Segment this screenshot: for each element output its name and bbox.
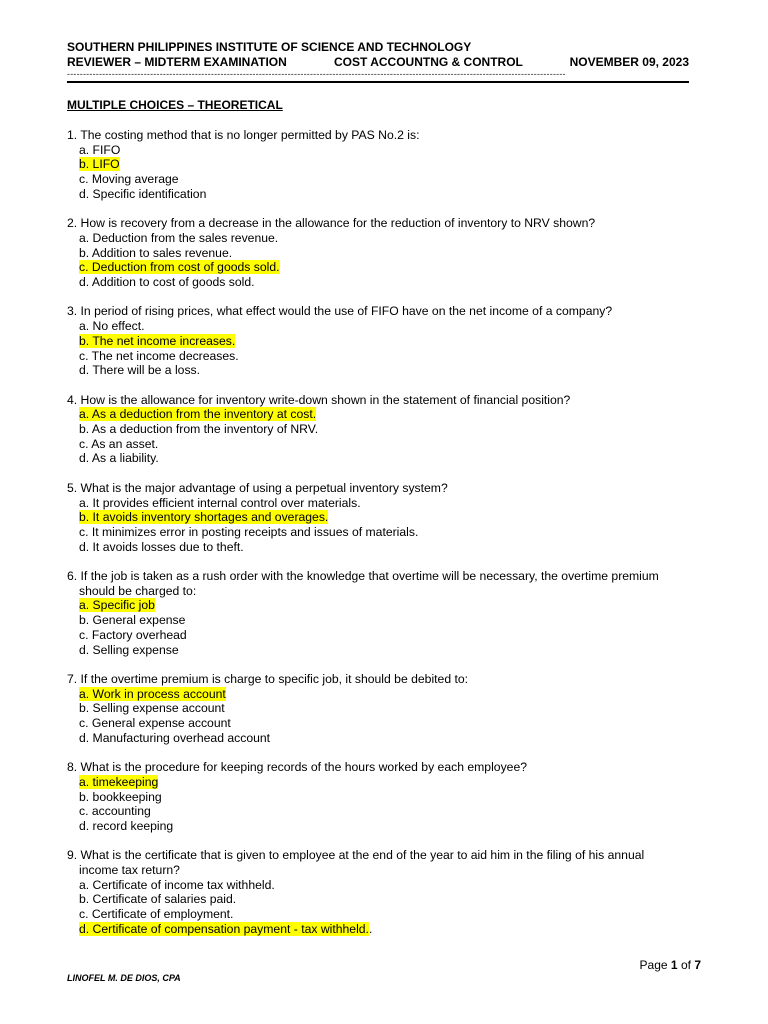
answer-option — [67, 525, 701, 540]
question-item — [67, 128, 701, 202]
answer-option — [67, 731, 701, 746]
answer-option — [67, 319, 701, 334]
option-text: c. As an asset. — [79, 436, 159, 451]
question-text — [67, 481, 701, 496]
option-text: c. Moving average — [79, 172, 179, 187]
question-text — [67, 128, 701, 143]
option-text: d. record keeping — [79, 818, 174, 833]
answer-option — [67, 275, 701, 290]
option-text: b. General expense — [79, 613, 186, 628]
option-text: a. Specific job — [79, 598, 155, 613]
question-item — [67, 760, 701, 834]
option-text: b. Addition to sales revenue. — [79, 245, 233, 260]
answer-option-correct — [67, 510, 701, 525]
option-text: b. LIFO — [79, 157, 120, 172]
question-item — [67, 569, 701, 657]
option-text: d. Specific identification — [79, 186, 207, 201]
option-text: c. accounting — [79, 804, 151, 819]
answer-option — [67, 878, 701, 893]
answer-option-correct — [67, 775, 701, 790]
option-text: c. The net income decreases. — [79, 348, 239, 363]
question-stem: 6. If the job is taken as a rush order with the knowledge that overtime will be necessary, the overtime premium — [67, 569, 659, 584]
answer-option — [67, 628, 701, 643]
answer-option — [67, 804, 701, 819]
answer-option — [67, 187, 701, 202]
answer-option-correct — [67, 922, 701, 937]
answer-option-correct — [67, 334, 701, 349]
answer-option — [67, 437, 701, 452]
question-item — [67, 216, 701, 290]
answer-option — [67, 172, 701, 187]
question-item — [67, 393, 701, 467]
answer-option — [67, 613, 701, 628]
question-stem: 9. What is the certificate that is given to employee at the end of the year to aid him in the filing of his annual — [67, 848, 645, 863]
dashed-separator: ------------------------------------------------------------------------------------------------------------------------------------------------------------ — [67, 70, 566, 78]
exam-header-row — [67, 55, 689, 70]
option-text: d. There will be a loss. — [79, 363, 201, 378]
answer-option — [67, 363, 701, 378]
answer-option — [67, 790, 701, 805]
answer-option — [67, 701, 701, 716]
question-text — [67, 304, 701, 319]
answer-option-correct — [67, 407, 701, 422]
answer-option — [67, 496, 701, 511]
header-rule — [67, 81, 689, 83]
option-text: c. Deduction from cost of goods sold. — [79, 260, 280, 275]
page-current: 1 — [670, 958, 678, 972]
option-text: d. Certificate of compensation payment - tax withheld. — [79, 921, 369, 936]
question-item — [67, 672, 701, 746]
option-text: a. As a deduction from the inventory at cost. — [79, 407, 317, 422]
option-text: c. Certificate of employment. — [79, 907, 234, 922]
exam-date: NOVEMBER 09, 2023 — [569, 55, 689, 69]
question-item — [67, 304, 701, 378]
answer-option — [67, 819, 701, 834]
answer-option-correct — [67, 157, 701, 172]
option-text: b. Selling expense account — [79, 701, 225, 716]
option-text: a. Work in process account — [79, 686, 226, 701]
option-suffix: . — [368, 921, 373, 936]
answer-option-correct — [67, 260, 701, 275]
option-text: a. No effect. — [79, 319, 145, 334]
question-text — [67, 672, 701, 687]
answer-option — [67, 246, 701, 261]
option-text: d. It avoids losses due to theft. — [79, 539, 244, 554]
question-item — [67, 848, 701, 936]
question-stem: 4. How is the allowance for inventory write-down shown in the statement of financial position? — [67, 392, 571, 407]
question-stem: 7. If the overtime premium is charge to specific job, it should be debited to: — [67, 671, 469, 686]
question-stem: 5. What is the major advantage of using a perpetual inventory system? — [67, 480, 448, 495]
question-item — [67, 481, 701, 555]
option-text: a. Certificate of income tax withheld. — [79, 877, 275, 892]
answer-option — [67, 231, 701, 246]
question-text — [67, 216, 701, 231]
page-total: 7 — [694, 958, 701, 972]
page-number — [640, 958, 701, 972]
answer-option — [67, 540, 701, 555]
question-text — [67, 760, 701, 775]
option-text: c. Factory overhead — [79, 627, 187, 642]
option-text: b. Certificate of salaries paid. — [79, 892, 237, 907]
question-stem: 3. In period of rising prices, what effect would the use of FIFO have on the net income of a company? — [67, 304, 613, 319]
option-text: a. FIFO — [79, 142, 121, 157]
subject-title: COST ACCOUNTNG & CONTROL — [334, 55, 523, 69]
answer-option — [67, 422, 701, 437]
exam-title: REVIEWER – MIDTERM EXAMINATION — [67, 55, 287, 69]
page-of: of — [680, 958, 691, 972]
answer-option — [67, 349, 701, 364]
option-text: a. timekeeping — [79, 774, 159, 789]
option-text: b. It avoids inventory shortages and overages. — [79, 510, 329, 525]
question-stem: 8. What is the procedure for keeping records of the hours worked by each employee? — [67, 760, 527, 775]
option-text: a. Deduction from the sales revenue. — [79, 230, 279, 245]
option-text: a. It provides efficient internal control over materials. — [79, 495, 361, 510]
option-text: b. The net income increases. — [79, 333, 236, 348]
question-text — [67, 848, 701, 877]
option-text: c. It minimizes error in posting receipts and issues of materials. — [79, 524, 419, 539]
option-text: d. As a liability. — [79, 451, 159, 466]
question-stem-continued: should be charged to: — [79, 583, 197, 598]
author-name: LINOFEL M. DE DIOS, CPA — [67, 973, 181, 983]
answer-option — [67, 907, 701, 922]
answer-option-correct — [67, 598, 701, 613]
answer-option — [67, 143, 701, 158]
option-text: d. Manufacturing overhead account — [79, 730, 271, 745]
option-text: c. General expense account — [79, 716, 231, 731]
answer-option — [67, 643, 701, 658]
question-list — [67, 128, 701, 951]
answer-option — [67, 451, 701, 466]
option-text: d. Addition to cost of goods sold. — [79, 275, 255, 290]
section-title: MULTIPLE CHOICES – THEORETICAL — [67, 98, 283, 112]
answer-option — [67, 716, 701, 731]
option-text: d. Selling expense — [79, 642, 179, 657]
answer-option — [67, 892, 701, 907]
question-text — [67, 393, 701, 408]
question-stem: 1. The costing method that is no longer permitted by PAS No.2 is: — [67, 128, 420, 142]
institution-name: SOUTHERN PHILIPPINES INSTITUTE OF SCIENCE AND TECHNOLOGY — [67, 40, 472, 54]
question-stem: 2. How is recovery from a decrease in the allowance for the reduction of inventory to NRV shown? — [67, 216, 596, 231]
option-text: b. bookkeeping — [79, 789, 162, 804]
question-text — [67, 569, 701, 598]
option-text: b. As a deduction from the inventory of NRV. — [79, 422, 319, 437]
answer-option-correct — [67, 687, 701, 702]
question-stem-continued: income tax return? — [79, 863, 180, 878]
page-word: Page — [639, 958, 668, 972]
